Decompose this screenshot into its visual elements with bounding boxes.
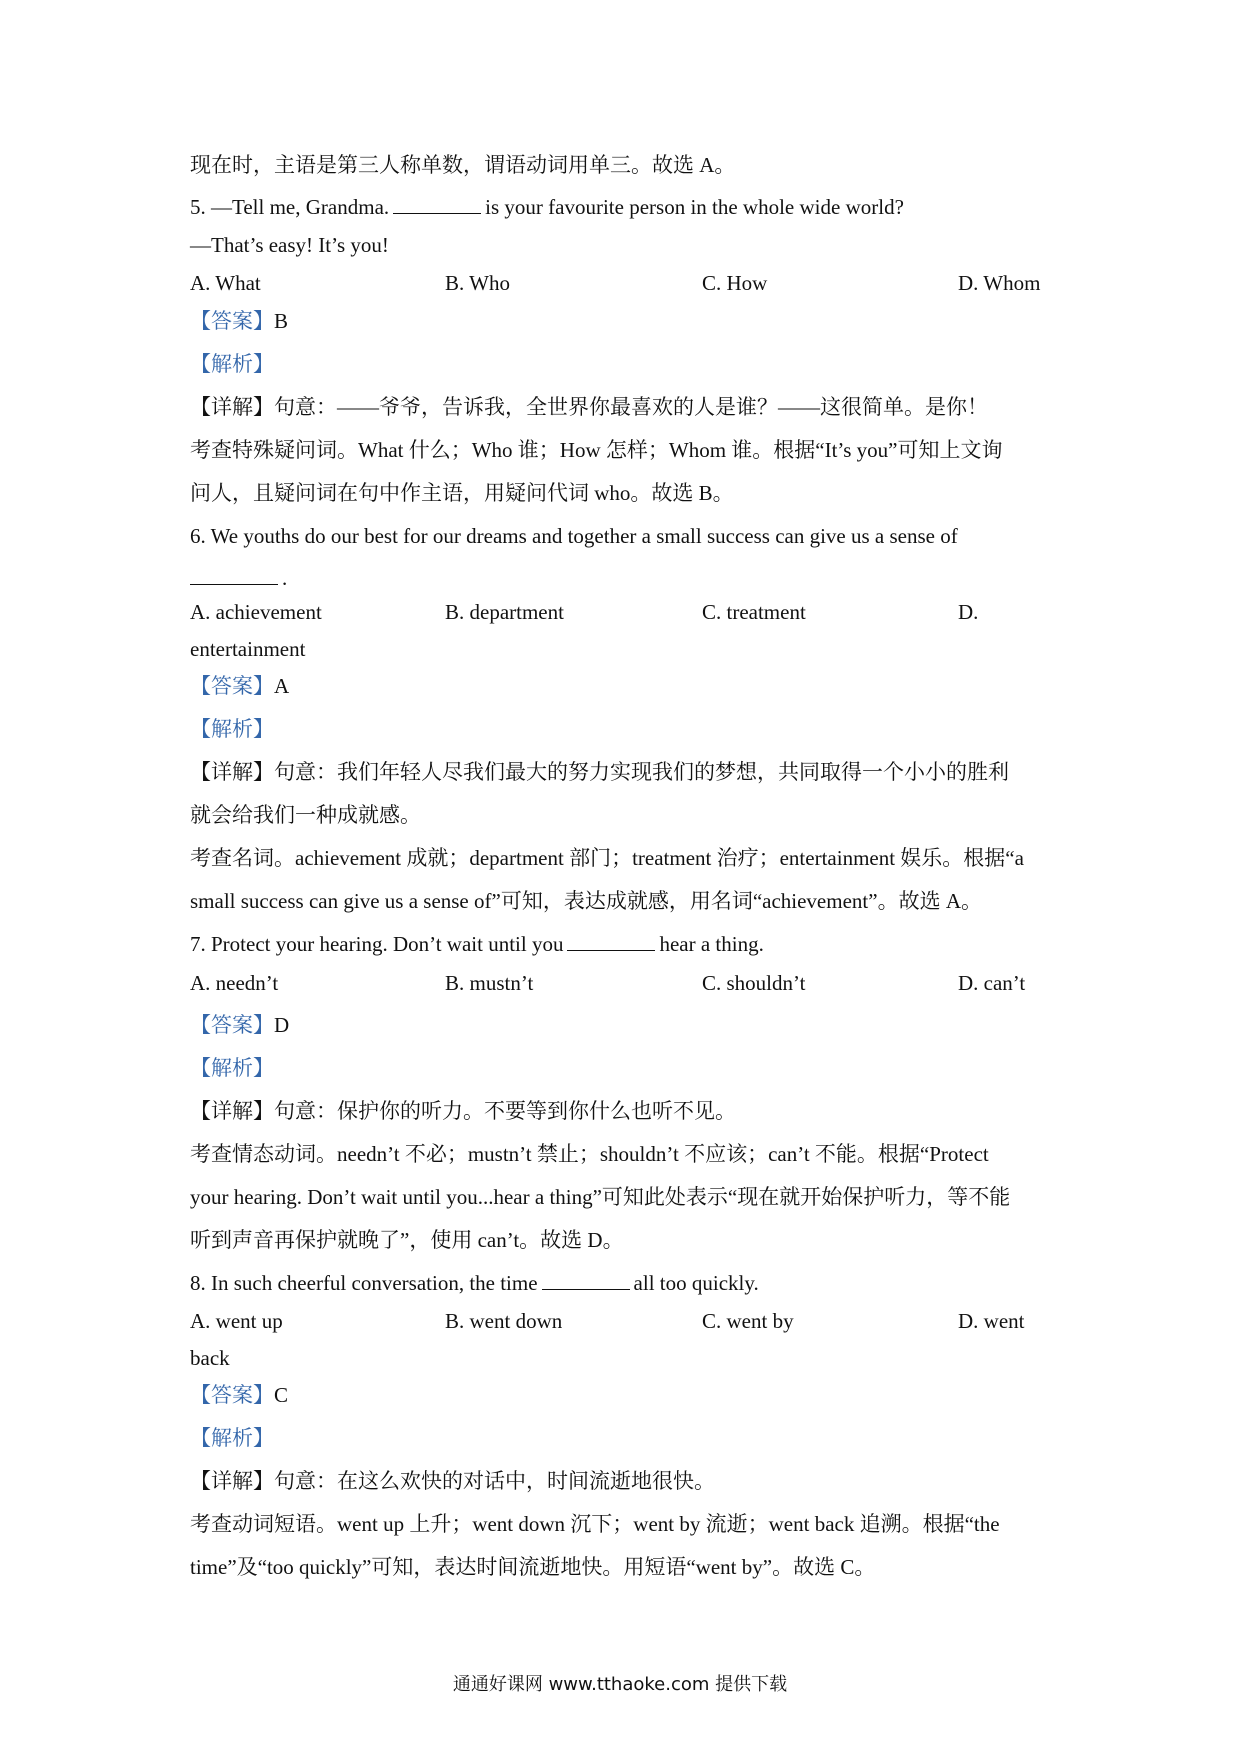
answer-blank: [542, 1271, 630, 1290]
question-5-analysis-label: 【解析】: [190, 352, 274, 376]
question-7-options: [190, 970, 1090, 996]
answer-blank: [190, 566, 278, 585]
answer-label: 【答案】: [190, 1013, 274, 1037]
option-c: C. went by: [702, 1309, 794, 1333]
question-5-detail-3: 问人，且疑问词在句中作主语，用疑问代词 who。故选 B。: [190, 481, 734, 505]
answer-label: 【答案】: [190, 1383, 274, 1407]
question-6-analysis-label: 【解析】: [190, 717, 274, 741]
option-d: D.: [958, 600, 979, 624]
page-footer: 通通好课网 www.tthaoke.com 提供下载: [452, 1674, 788, 1695]
detail-label: 【详解】: [190, 1469, 274, 1493]
question-8-answer: [190, 1382, 288, 1408]
answer-label: 【答案】: [190, 674, 274, 698]
question-7-analysis-label: 【解析】: [190, 1056, 274, 1080]
question-7-detail-4: 听到声音再保护就晚了”，使用 can’t。故选 D。: [190, 1228, 624, 1252]
question-7-detail-2: 考查情态动词。needn’t 不必；mustn’t 禁止；shouldn’t 不应该；can’t 不能。根据“Protect: [190, 1142, 989, 1166]
answer-blank: [393, 195, 481, 214]
question-6-answer: [190, 673, 289, 699]
option-a: A. achievement: [190, 600, 322, 624]
question-7-detail-3: your hearing. Don’t wait until you...hear a thing”可知此处表示“现在就开始保护听力，等不能: [190, 1185, 1011, 1209]
detail-label: 【详解】: [190, 395, 274, 419]
detail-label: 【详解】: [190, 1099, 274, 1123]
option-b: B. went down: [445, 1309, 563, 1333]
answer-value: C: [274, 1383, 289, 1407]
option-b: B. mustn’t: [445, 971, 534, 995]
question-5-detail-2: 考查特殊疑问词。What 什么；Who 谁；How 怎样；Whom 谁。根据“It’s you”可知上文询: [190, 438, 1003, 462]
question-8-detail-2: 考查动词短语。went up 上升；went down 沉下；went by 流逝；went back 追溯。根据“the: [190, 1512, 1000, 1536]
question-8-options: [190, 1308, 1090, 1334]
option-a: A. What: [190, 271, 261, 295]
question-6-detail-1: 【详解】句意：我们年轻人尽我们最大的努力实现我们的梦想，共同取得一个小小的胜利: [190, 760, 1009, 784]
option-b: B. department: [445, 600, 564, 624]
question-6-option-wrap: entertainment: [190, 637, 306, 661]
answer-label: 【答案】: [190, 309, 274, 333]
question-7-answer: [190, 1012, 289, 1038]
question-6-stem: 6. We youths do our best for our dreams and together a small success can give us a sense of: [190, 524, 958, 548]
option-b: B. Who: [445, 271, 510, 295]
option-d: D. Whom: [958, 271, 1041, 295]
option-a: A. needn’t: [190, 971, 279, 995]
answer-value: A: [274, 674, 290, 698]
option-d: D. went: [958, 1309, 1025, 1333]
option-c: C. How: [702, 271, 768, 295]
question-8-option-wrap: back: [190, 1346, 230, 1370]
answer-blank: [567, 932, 655, 951]
question-5-answer: [190, 308, 288, 334]
question-8-stem: 8. In such cheerful conversation, the time all too quickly.: [190, 1271, 759, 1295]
answer-value: D: [274, 1013, 290, 1037]
question-6-stem-line-2: .: [190, 565, 287, 591]
option-c: C. shouldn’t: [702, 971, 806, 995]
question-5-stem-line-2: —That’s easy! It’s you!: [190, 233, 389, 257]
option-c: C. treatment: [702, 600, 806, 624]
question-8-detail-3: time”及“too quickly”可知，表达时间流逝地快。用短语“went by”。故选 C。: [190, 1555, 876, 1579]
question-6-detail-3: 考查名词。achievement 成就；department 部门；treatment 治疗；entertainment 娱乐。根据“a: [190, 846, 1024, 870]
question-7-stem: 7. Protect your hearing. Don’t wait until you hear a thing.: [190, 932, 764, 956]
question-6-options: [190, 599, 1090, 625]
continuation-text: 现在时，主语是第三人称单数，谓语动词用单三。故选 A。: [190, 153, 736, 177]
question-5-detail-1: 【详解】句意：——爷爷，告诉我，全世界你最喜欢的人是谁？——这很简单。是你！: [190, 395, 988, 419]
question-5-options: [190, 270, 1090, 296]
question-8-analysis-label: 【解析】: [190, 1426, 274, 1450]
question-6-detail-2: 就会给我们一种成就感。: [190, 803, 421, 827]
option-d: D. can’t: [958, 971, 1026, 995]
detail-label: 【详解】: [190, 760, 274, 784]
question-8-detail-1: 【详解】句意：在这么欢快的对话中，时间流逝地很快。: [190, 1469, 715, 1493]
question-6-detail-4: small success can give us a sense of”可知，表达成就感，用名词“achievement”。故选 A。: [190, 889, 982, 913]
option-a: A. went up: [190, 1309, 283, 1333]
answer-value: B: [274, 309, 289, 333]
question-5-stem: 5. —Tell me, Grandma. is your favourite person in the whole wide world?: [190, 195, 904, 219]
question-7-detail-1: 【详解】句意：保护你的听力。不要等到你什么也听不见。: [190, 1099, 736, 1123]
